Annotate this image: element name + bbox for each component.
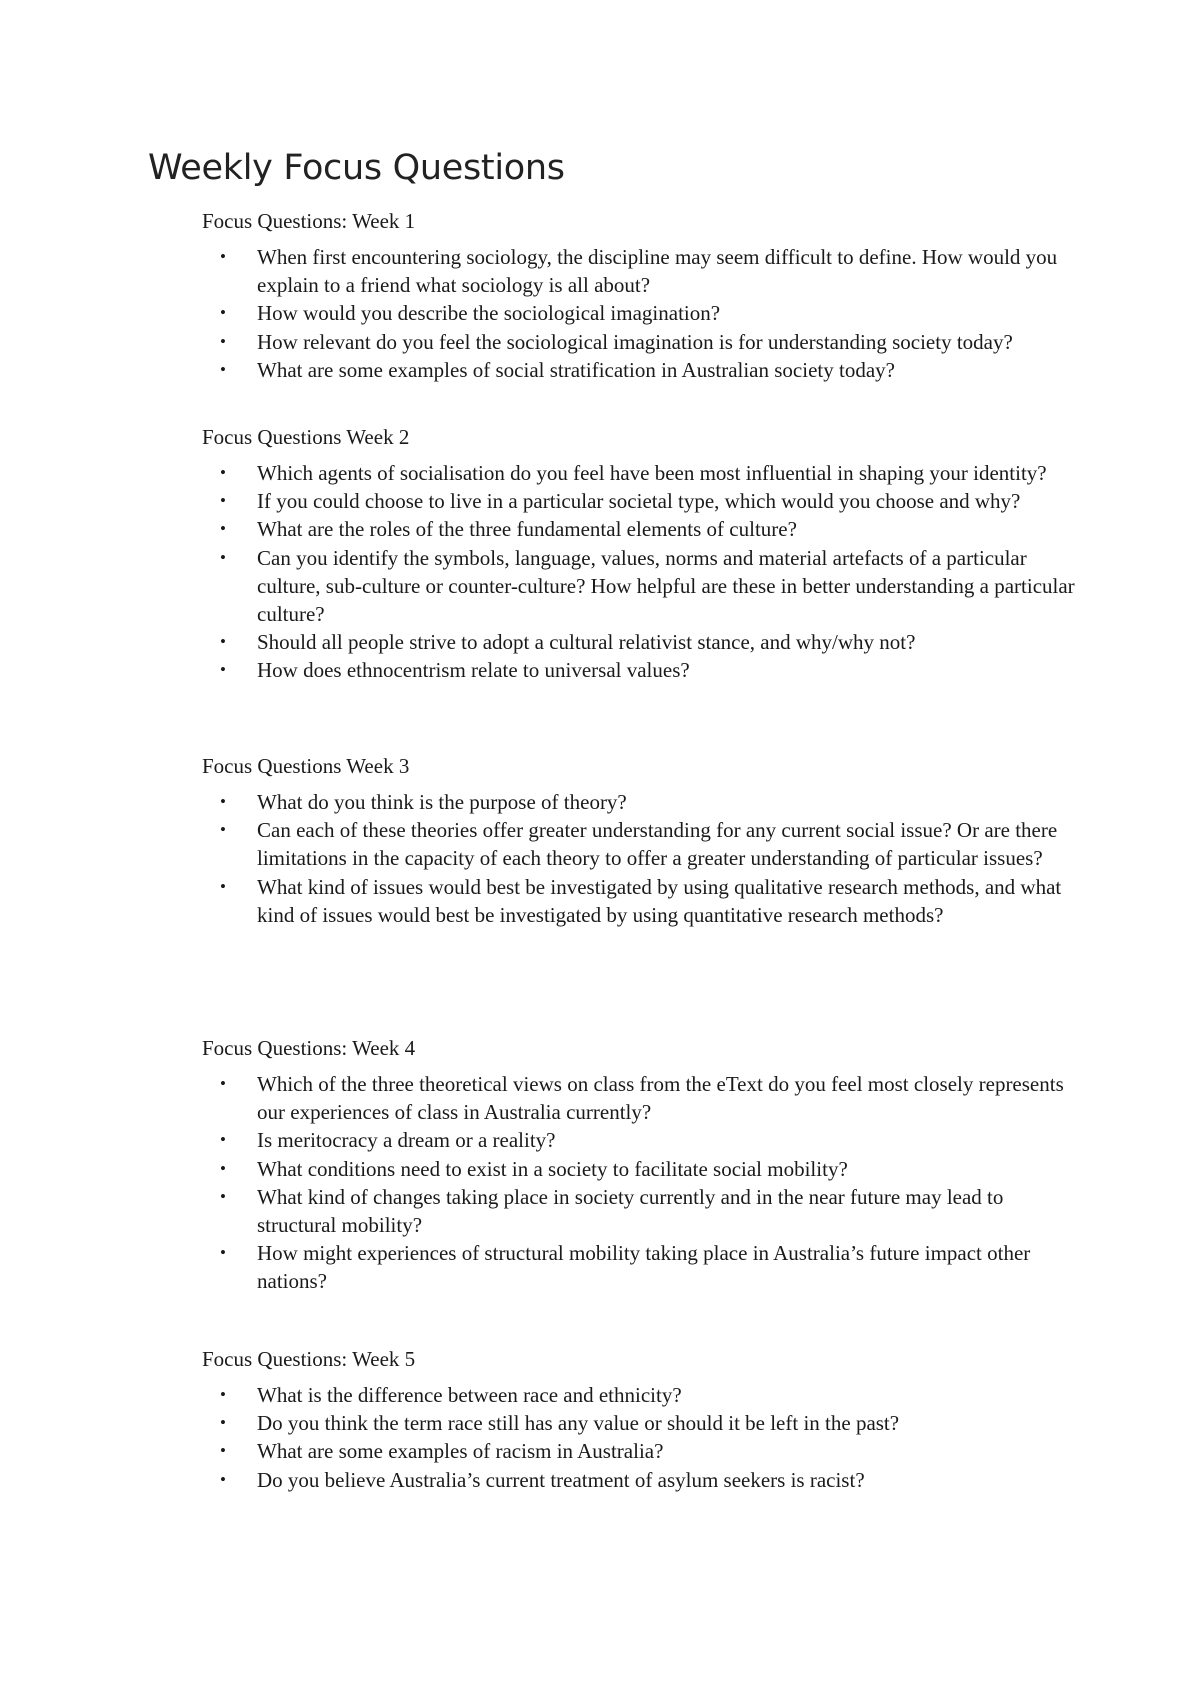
section-week-3 (202, 752, 1102, 929)
question-item (202, 544, 1077, 629)
bullet-icon: • (220, 1413, 226, 1433)
bullet-icon: • (220, 1469, 226, 1489)
question-item (202, 1409, 1077, 1437)
bullet-icon: • (220, 1074, 226, 1093)
bullet-icon: • (220, 491, 226, 511)
section-week-4 (202, 1034, 1102, 1296)
question-list (202, 788, 1102, 929)
question-text: How would you describe the sociological imagination? (257, 301, 721, 326)
section-heading: Focus Questions Week 2 (202, 425, 410, 449)
question-item (202, 328, 1077, 356)
bullet-icon: • (220, 547, 226, 567)
bullet-icon: • (220, 331, 226, 351)
question-item (202, 873, 1077, 929)
section-heading: Focus Questions: Week 4 (202, 1036, 416, 1060)
question-list (202, 1381, 1102, 1494)
question-item (202, 243, 1077, 299)
question-text: What are some examples of racism in Australia? (257, 1439, 664, 1464)
bullet-icon: • (220, 792, 226, 811)
question-item (202, 1437, 1077, 1465)
question-item (202, 1381, 1077, 1409)
question-item (202, 356, 1077, 384)
bullet-icon: • (220, 1130, 226, 1150)
question-text: What conditions need to exist in a society to facilitate social mobility? (257, 1156, 848, 1181)
question-item (202, 628, 1077, 656)
section-week-2 (202, 423, 1102, 685)
question-text: What kind of issues would best be investigated by using qualitative research methods, and what kind of issues would best be investigated by using quantitative research methods? (257, 874, 1062, 927)
bullet-icon: • (220, 660, 226, 680)
question-list (202, 459, 1102, 685)
question-item (202, 1070, 1077, 1126)
question-text: Should all people strive to adopt a cultural relativist stance, and why/why not? (257, 630, 916, 655)
question-item (202, 1126, 1077, 1154)
bullet-icon: • (220, 1186, 226, 1206)
bullet-icon: • (220, 519, 226, 539)
question-text: Is meritocracy a dream or a reality? (257, 1128, 556, 1153)
question-text: Can each of these theories offer greater understanding for any current social issue? Or are there limitations in the capacity of each theory to offer a greater understanding of particular issues? (257, 818, 1058, 871)
question-item (202, 1466, 1077, 1494)
question-item (202, 459, 1077, 487)
section-heading: Focus Questions: Week 5 (202, 1347, 416, 1371)
question-text: What do you think is the purpose of theory? (257, 790, 627, 814)
bullet-icon: • (220, 632, 226, 652)
question-item (202, 1183, 1077, 1239)
document-title: Weekly Focus Questions (148, 148, 565, 188)
question-text: Can you identify the symbols, language, values, norms and material artefacts of a particular culture, sub-culture or counter-culture? How helpful are these in better understanding a particular culture? (257, 545, 1075, 627)
question-item (202, 1239, 1077, 1295)
section-heading: Focus Questions: Week 1 (202, 209, 416, 233)
question-text: How relevant do you feel the sociological imagination is for understanding society today? (257, 329, 1013, 354)
question-list (202, 243, 1102, 384)
question-text: When first encountering sociology, the discipline may seem difficult to define. How would you explain to a friend what sociology is all about? (257, 245, 1058, 298)
bullet-icon: • (220, 820, 226, 840)
bullet-icon: • (220, 1158, 226, 1178)
question-text: What kind of changes taking place in society currently and in the near future may lead to structural mobility? (257, 1184, 1004, 1238)
bullet-icon: • (220, 463, 226, 482)
question-text: If you could choose to live in a particular societal type, which would you choose and why? (257, 489, 1021, 514)
bullet-icon: • (220, 303, 226, 323)
question-text: Which of the three theoretical views on class from the eText do you feel most closely represents our experiences of class in Australia currently? (257, 1072, 1064, 1125)
question-item (202, 1155, 1077, 1183)
section-week-1 (202, 207, 1102, 384)
question-text: What is the difference between race and ethnicity? (257, 1383, 682, 1407)
question-text: How might experiences of structural mobility taking place in Australia’s future impact other nations? (257, 1241, 1031, 1294)
question-text: How does ethnocentrism relate to universal values? (257, 658, 690, 683)
bullet-icon: • (220, 247, 226, 266)
question-text: Do you believe Australia’s current treatment of asylum seekers is racist? (257, 1467, 865, 1492)
question-item (202, 656, 1077, 684)
section-week-5 (202, 1345, 1102, 1494)
question-text: What are some examples of social stratification in Australian society today? (257, 357, 895, 382)
bullet-icon: • (220, 1441, 226, 1461)
question-text: What are the roles of the three fundamental elements of culture? (257, 517, 797, 542)
question-item (202, 487, 1077, 515)
question-text: Which agents of socialisation do you feel have been most influential in shaping your identity? (257, 461, 1047, 485)
question-item (202, 788, 1077, 816)
bullet-icon: • (220, 1243, 226, 1263)
bullet-icon: • (220, 359, 226, 379)
bullet-icon: • (220, 1385, 226, 1404)
question-text: Do you think the term race still has any value or should it be left in the past? (257, 1411, 900, 1436)
question-item (202, 816, 1077, 872)
question-item (202, 515, 1077, 543)
question-list (202, 1070, 1102, 1296)
question-item (202, 299, 1077, 327)
bullet-icon: • (220, 876, 226, 896)
section-heading: Focus Questions Week 3 (202, 754, 410, 778)
